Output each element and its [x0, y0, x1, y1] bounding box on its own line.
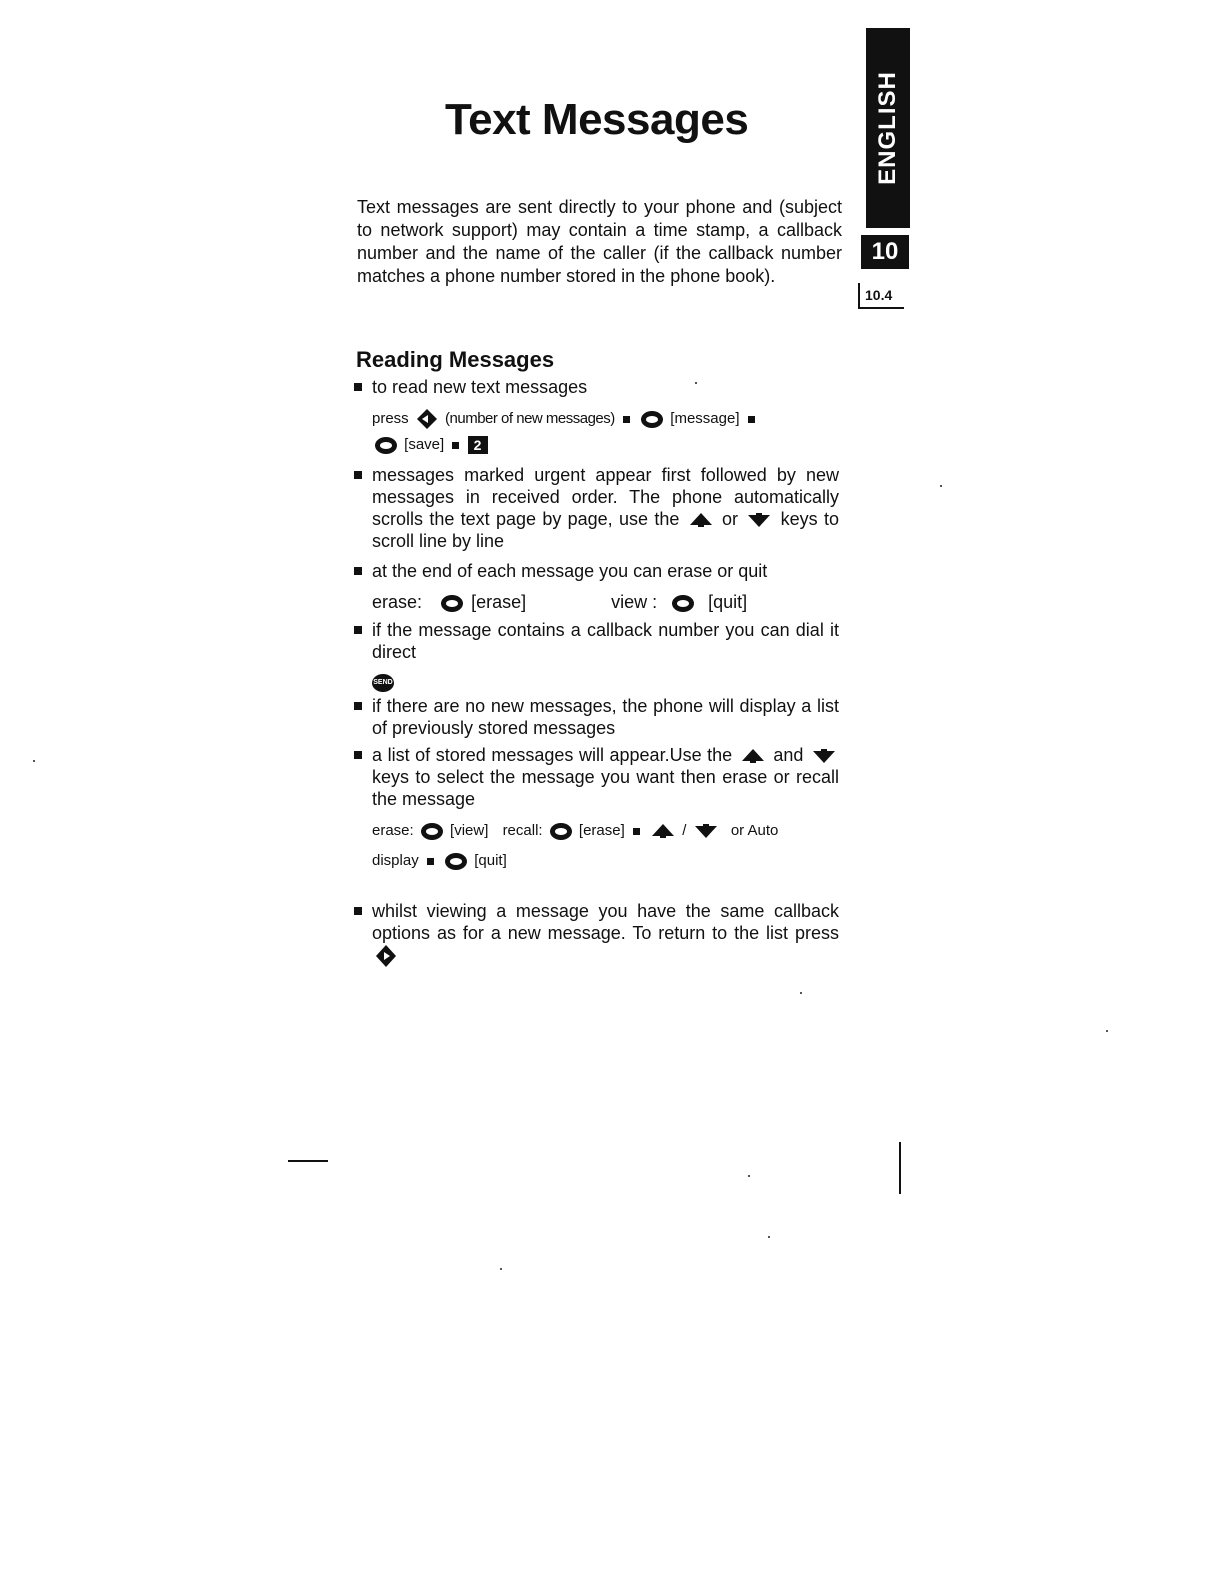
scan-speck — [940, 485, 942, 487]
save-softkey-label: [save] — [404, 436, 445, 454]
down-key-icon — [694, 823, 718, 839]
erase-label: erase: — [372, 592, 423, 613]
bullet-viewing-callback — [353, 900, 839, 968]
new-count-label: (number of new messages) — [445, 410, 615, 427]
scan-speck — [768, 1236, 770, 1238]
section-number: 10.4 — [858, 283, 904, 309]
view-label: view : — [611, 592, 658, 613]
message-softkey-label: [message] — [670, 410, 740, 427]
send-key-line — [372, 671, 839, 693]
bullet-list — [353, 374, 839, 968]
quit-softkey-label: [quit] — [708, 592, 748, 613]
display-label: display — [372, 852, 419, 870]
display-quit-line — [372, 850, 839, 872]
and-label: and — [773, 745, 804, 766]
left-nav-key-icon — [416, 408, 438, 430]
bullet-read-new — [353, 376, 839, 456]
erase-softkey-label: [erase] — [578, 822, 625, 840]
soft-key-icon — [441, 595, 463, 612]
bullet-text: at the end of each message you can erase or quit — [372, 561, 768, 582]
erase-view-line — [372, 591, 839, 613]
language-tab-label: ENGLISH — [874, 71, 901, 185]
soft-key-icon — [672, 595, 694, 612]
step-separator-icon — [748, 416, 755, 423]
scan-speck — [748, 1175, 750, 1177]
erase-label: erase: — [372, 822, 414, 840]
up-key-icon — [741, 748, 765, 764]
scan-speck — [695, 382, 697, 384]
scan-speck — [1106, 1030, 1108, 1032]
soft-key-icon — [445, 853, 467, 870]
bullet-text: if there are no new messages, the phone will display a list of previously stored messages — [372, 696, 839, 739]
bullet-text: if the message contains a callback number you can dial it direct — [372, 620, 839, 663]
number-key-2: 2 — [468, 436, 488, 454]
up-key-icon — [689, 512, 713, 528]
view-softkey-label: [view] — [450, 822, 489, 840]
bullet-text-a: a list of stored messages will appear.Use the — [372, 745, 733, 766]
up-key-icon — [651, 823, 675, 839]
right-nav-key-icon — [375, 944, 397, 968]
intro-paragraph: Text messages are sent directly to your phone and (subject to network support) may contain a time stamp, a callback number and the name of the caller (if the callback number matches a phone number stored in the phone book). — [357, 197, 842, 286]
bullet-text — [372, 900, 839, 968]
erase-softkey-label: [erase] — [471, 592, 527, 613]
bullet-callback — [353, 619, 839, 693]
step-separator-icon — [427, 858, 434, 865]
send-key-icon: SEND — [372, 674, 394, 692]
bullet-text-main: whilst viewing a message you have the same callback options as for a new message. To return to the list press — [372, 901, 839, 944]
section-heading: Reading Messages — [356, 347, 555, 372]
recall-label: recall: — [502, 822, 543, 840]
scan-speck — [33, 760, 35, 762]
down-key-icon — [747, 512, 771, 528]
bullet-text — [372, 464, 839, 552]
margin-rule — [899, 1142, 901, 1194]
bullet-erase-quit — [353, 560, 839, 613]
bullet-text: to read new text messages — [372, 377, 588, 397]
key-sequence — [372, 408, 839, 430]
slash-label: / — [682, 822, 687, 840]
soft-key-icon — [641, 411, 663, 428]
soft-key-icon — [421, 823, 443, 840]
bullet-urgent-order — [353, 464, 839, 552]
key-sequence-continued — [372, 434, 839, 456]
scan-speck — [800, 992, 802, 994]
step-separator-icon — [452, 442, 459, 449]
step-separator-icon — [633, 828, 640, 835]
page-title: Text Messages — [445, 95, 749, 144]
footer-rule — [288, 1160, 328, 1162]
step-separator-icon — [623, 416, 630, 423]
down-key-icon — [812, 748, 836, 764]
erase-recall-line — [372, 820, 839, 842]
bullet-text-a: messages marked urgent appear first followed by new messages in received order. The phone automatically scrolls the text page by page, use the — [372, 465, 839, 530]
bullet-text-b: keys to select the message you want then erase or recall the message — [372, 767, 839, 810]
or-auto-label: or Auto — [730, 822, 779, 840]
bullet-stored-list — [353, 744, 839, 872]
quit-softkey-label: [quit] — [474, 852, 507, 870]
bullet-text-b: keys to scroll line by line — [372, 509, 839, 552]
or-label: or — [721, 509, 738, 530]
language-tab — [866, 28, 910, 228]
scan-speck — [500, 1268, 502, 1270]
chapter-number: 10 — [861, 235, 909, 269]
bullet-text — [372, 744, 839, 810]
soft-key-icon — [550, 823, 572, 840]
soft-key-icon — [375, 437, 397, 454]
press-label: press — [372, 410, 409, 427]
bullet-no-new — [353, 695, 839, 739]
